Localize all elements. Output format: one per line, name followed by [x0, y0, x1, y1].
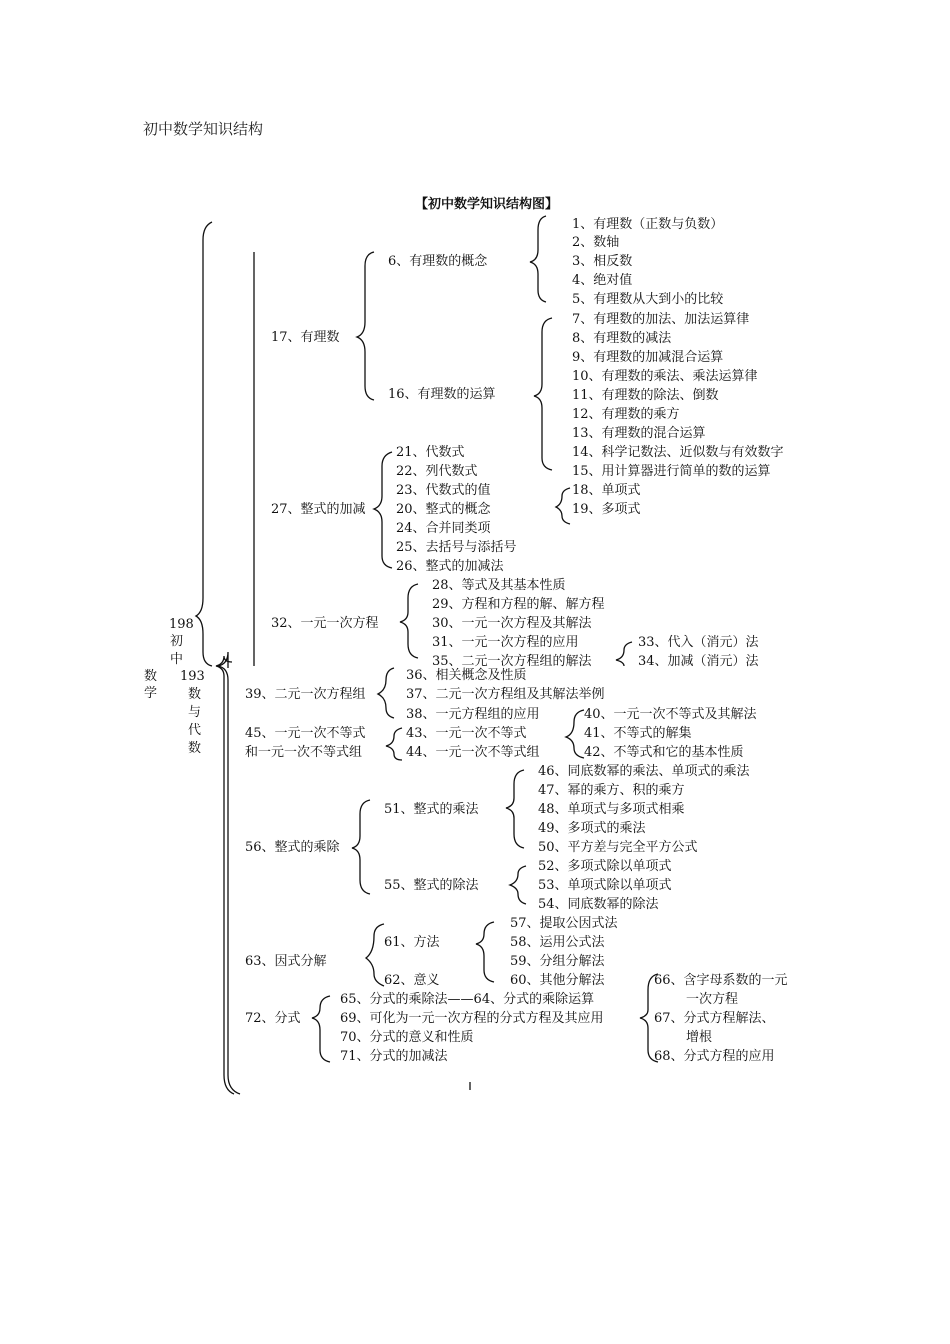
- node-n31: 31、一元一次方程的应用: [432, 635, 579, 650]
- node-n27: 27、整式的加减: [271, 502, 366, 517]
- node-n36: 36、相关概念及性质: [406, 668, 527, 683]
- bracket-root: [218, 652, 240, 1094]
- node-n42: 42、不等式和它的基本性质: [584, 745, 744, 760]
- level2-number: 193: [180, 669, 205, 684]
- level1-number: 198: [169, 617, 194, 632]
- bracket-45: [386, 728, 402, 760]
- node-n70: 70、分式的意义和性质: [340, 1030, 474, 1045]
- node-n45a: 45、一元一次不等式: [245, 726, 366, 741]
- node-n13: 13、有理数的混合运算: [572, 426, 706, 441]
- node-n54: 54、同底数幂的除法: [538, 897, 659, 912]
- bracket-32: [400, 584, 418, 658]
- node-n22: 22、列代数式: [396, 464, 478, 479]
- node-n44: 44、一元一次不等式组: [406, 745, 540, 760]
- node-n5: 5、有理数从大到小的比较: [572, 292, 724, 307]
- node-n41: 41、不等式的解集: [584, 726, 692, 741]
- node-n7: 7、有理数的加法、加法运算律: [572, 312, 750, 327]
- node-n46: 46、同底数幂的乘法、单项式的乘法: [538, 764, 750, 779]
- node-n65: 65、分式的乘除法——64、分式的乘除运算: [340, 992, 595, 1007]
- level2-label-char-2: 与: [188, 705, 202, 720]
- node-n51: 51、整式的乘法: [384, 802, 479, 817]
- node-n18: 18、单项式: [572, 483, 641, 498]
- node-n24: 24、合并同类项: [396, 521, 491, 536]
- node-n6: 6、有理数的概念: [388, 254, 488, 269]
- node-n28: 28、等式及其基本性质: [432, 578, 566, 593]
- node-n45b: 和一元一次不等式组: [245, 745, 363, 760]
- node-n59: 59、分组分解法: [510, 954, 605, 969]
- node-n11: 11、有理数的除法、倒数: [572, 388, 719, 403]
- node-n48: 48、单项式与多项式相乘: [538, 802, 685, 817]
- node-n50: 50、平方差与完全平方公式: [538, 840, 698, 855]
- node-n4: 4、绝对值: [572, 273, 633, 288]
- node-n66b: 一次方程: [686, 992, 739, 1007]
- node-n34: 34、加减（消元）法: [638, 654, 759, 669]
- node-n47: 47、幂的乘方、积的乘方: [538, 783, 685, 798]
- node-n19: 19、多项式: [572, 502, 641, 517]
- bracket-56: [352, 800, 370, 894]
- level1-label-char-1: 初: [170, 634, 184, 649]
- bracket-198: [196, 222, 212, 666]
- bracket-61: [476, 922, 494, 982]
- bracket-55: [510, 866, 526, 904]
- node-n20: 20、整式的概念: [396, 502, 491, 517]
- node-n9: 9、有理数的加减混合运算: [572, 350, 724, 365]
- bracket-20: [556, 488, 570, 524]
- node-n58: 58、运用公式法: [510, 935, 605, 950]
- node-n67a: 67、分式方程解法、: [654, 1011, 775, 1026]
- node-n71: 71、分式的加减法: [340, 1049, 448, 1064]
- node-n55: 55、整式的除法: [384, 878, 479, 893]
- bracket-16: [534, 318, 552, 470]
- node-n69: 69、可化为一元一次方程的分式方程及其应用: [340, 1011, 604, 1026]
- node-n63: 63、因式分解: [245, 954, 327, 969]
- node-n33: 33、代入（消元）法: [638, 635, 759, 650]
- node-n57: 57、提取公因式法: [510, 916, 618, 931]
- node-n66a: 66、含字母系数的一元: [654, 973, 788, 988]
- node-n61: 61、方法: [384, 935, 440, 950]
- node-n49: 49、多项式的乘法: [538, 821, 646, 836]
- node-n21: 21、代数式: [396, 445, 465, 460]
- node-n26: 26、整式的加减法: [396, 559, 504, 574]
- level2-label-char-3: 代: [188, 723, 202, 738]
- bracket-17: [357, 252, 374, 400]
- level2-label-char-4: 数: [188, 741, 202, 756]
- node-n15: 15、用计算器进行简单的数的运算: [572, 464, 771, 479]
- root-label-char-2: 学: [144, 686, 158, 701]
- node-n16: 16、有理数的运算: [388, 387, 496, 402]
- node-n1: 1、有理数（正数与负数）: [572, 217, 724, 232]
- node-n8: 8、有理数的减法: [572, 331, 672, 346]
- bracket-51: [506, 770, 524, 848]
- node-n40: 40、一元一次不等式及其解法: [584, 707, 757, 722]
- level2-label-char-1: 数: [188, 687, 202, 702]
- bracket-72: [312, 996, 330, 1062]
- node-n52: 52、多项式除以单项式: [538, 859, 672, 874]
- bracket-39: [378, 668, 394, 718]
- node-n38: 38、一元方程组的应用: [406, 707, 540, 722]
- node-n12: 12、有理数的乘方: [572, 407, 680, 422]
- node-n2: 2、数轴: [572, 235, 620, 250]
- node-labels: [245, 216, 788, 1064]
- node-n3: 3、相反数: [572, 254, 633, 269]
- document-title: 初中数学知识结构: [143, 120, 264, 138]
- level1-label-char-2: 中: [170, 652, 184, 667]
- node-n72: 72、分式: [245, 1011, 301, 1026]
- node-n39: 39、二元一次方程组: [245, 687, 366, 702]
- node-n10: 10、有理数的乘法、乘法运算律: [572, 369, 758, 384]
- node-n29: 29、方程和方程的解、解方程: [432, 597, 605, 612]
- vertical-labels: [144, 617, 205, 756]
- node-n23: 23、代数式的值: [396, 483, 491, 498]
- node-n62: 62、意义: [384, 973, 440, 988]
- node-n53: 53、单项式除以单项式: [538, 878, 672, 893]
- bracket-6: [530, 216, 546, 302]
- bracket-27: [374, 452, 392, 568]
- node-n60: 60、其他分解法: [510, 973, 605, 988]
- node-n67b: 增根: [686, 1030, 713, 1045]
- node-n68: 68、分式方程的应用: [654, 1049, 775, 1064]
- node-n30: 30、一元一次方程及其解法: [432, 616, 592, 631]
- node-n56: 56、整式的乘除: [245, 840, 340, 855]
- node-n14: 14、科学记数法、近似数与有效数字: [572, 445, 784, 460]
- node-n43: 43、一元一次不等式: [406, 726, 527, 741]
- node-n25: 25、去括号与添括号: [396, 540, 517, 555]
- bracket-43: [566, 710, 584, 758]
- node-n32: 32、一元一次方程: [271, 616, 379, 631]
- node-n17: 17、有理数: [271, 330, 340, 345]
- bracket-35: [616, 642, 632, 666]
- bracket-root-main: [216, 656, 234, 1094]
- node-n37: 37、二元一次方程组及其解法举例: [406, 687, 605, 702]
- bracket-63: [366, 924, 384, 986]
- diagram-title: 【初中数学知识结构图】: [415, 197, 559, 212]
- node-n35: 35、二元一次方程组的解法: [432, 654, 592, 669]
- root-label-char-1: 数: [144, 669, 158, 684]
